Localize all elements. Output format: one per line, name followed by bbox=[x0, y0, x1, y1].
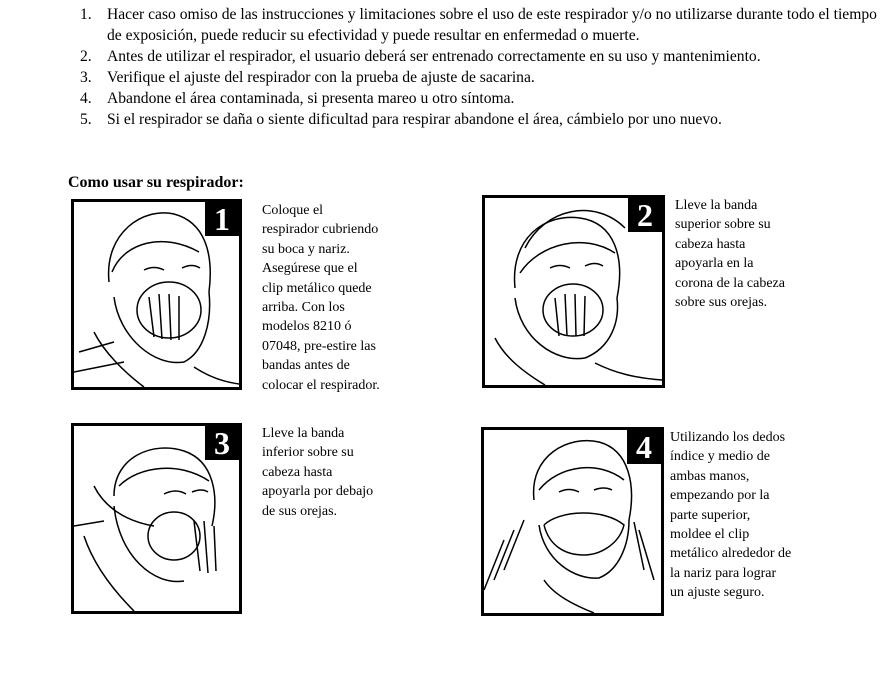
step-1-illustration bbox=[71, 199, 242, 390]
warning-list bbox=[80, 4, 880, 130]
step-3-caption: Lleve la banda inferior sobre su cabeza hasta apoyarla por debajo de sus orejas. bbox=[262, 426, 374, 519]
step-1-caption: Coloque el respirador cubriendo su boca y nariz. Asegúrese que el clip metálico quede arriba. Con los modelos 8210 ó 07048, pre-estire las bandas antes de colocar el respirador. bbox=[262, 203, 380, 393]
step-2-illustration bbox=[482, 195, 665, 388]
step-number-badge: 2 bbox=[628, 198, 662, 232]
step-4-illustration bbox=[481, 427, 664, 616]
warning-item: 2. Antes de utilizar el respirador, el usuario deberá ser entrenado correctamente en su uso y mantenimiento. bbox=[80, 48, 761, 65]
step-2-caption: Lleve la banda superior sobre su cabeza hasta apoyarla en la corona de la cabeza sobre sus orejas. bbox=[675, 198, 785, 311]
warning-item: 4. Abandone el área contaminada, si presenta mareo u otro síntoma. bbox=[80, 90, 515, 107]
warning-item: 5. Si el respirador se daña o siente dificultad para respirar abandone el área, cámbielo por uno nuevo. bbox=[80, 111, 722, 128]
step-number-badge: 4 bbox=[627, 430, 661, 464]
step-4-caption: Utilizando los dedos índice y medio de ambas manos, empezando por la parte superior, moldee el clip metálico alrededor de la nariz para lograr un ajuste seguro. bbox=[670, 430, 792, 601]
step-3-illustration bbox=[71, 423, 242, 614]
step-number-badge: 1 bbox=[205, 202, 239, 236]
step-number-badge: 3 bbox=[205, 426, 239, 460]
section-title: Como usar su respirador: bbox=[68, 174, 244, 191]
warning-item: 1. Hacer caso omiso de las instrucciones y limitaciones sobre el uso de este respirador y/o no utilizarse durante todo el tiempo de exposición, puede reducir su efectividad y puede resultar en enfermedad o muerte. bbox=[80, 6, 877, 44]
warning-item: 3. Verifique el ajuste del respirador con la prueba de ajuste de sacarina. bbox=[80, 69, 535, 86]
